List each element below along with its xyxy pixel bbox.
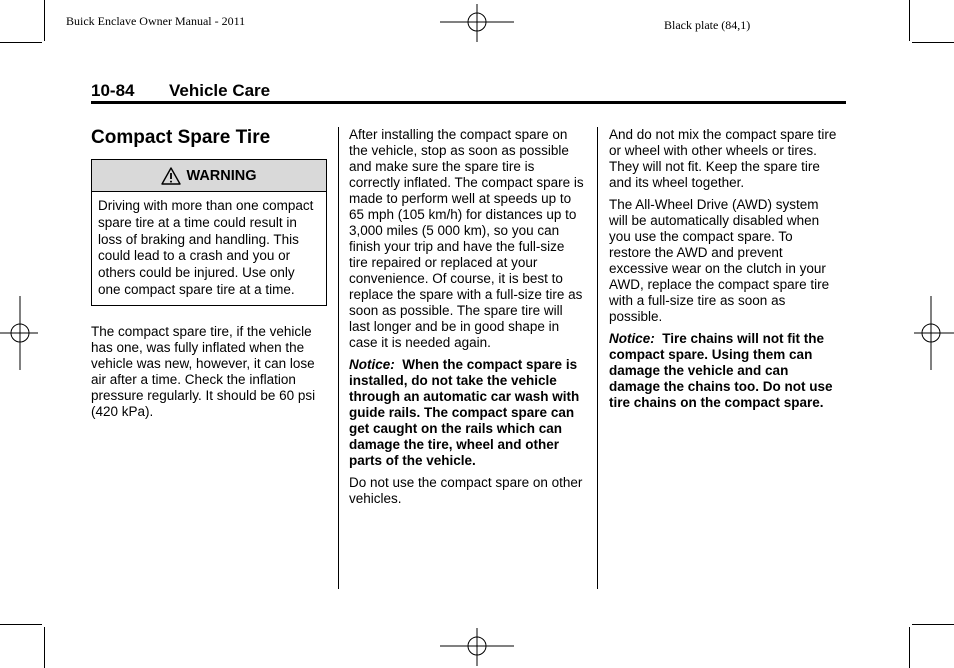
page-header bbox=[91, 81, 270, 101]
notice-label: Notice: bbox=[609, 331, 655, 346]
registration-mark-icon bbox=[0, 296, 40, 370]
print-header-plate: Black plate (84,1) bbox=[664, 18, 751, 32]
crop-mark bbox=[44, 0, 45, 41]
warning-triangle-icon bbox=[161, 167, 181, 185]
warning-text: Driving with more than one compact spare tire at a time could result in loss of braking and handling. This could lead to a crash and you or others could be injured. Use only one compact spare tire at a time. bbox=[98, 198, 314, 297]
notice-label: Notice: bbox=[349, 357, 395, 372]
notice-paragraph bbox=[349, 357, 585, 469]
header-rule bbox=[91, 101, 846, 104]
column-divider bbox=[597, 127, 598, 589]
column-divider bbox=[338, 127, 339, 589]
notice-text: Tire chains will not fit the compact spare. Using them can damage the vehicle and can damage the chains too. Do not use tire chains on the compact spare. bbox=[609, 331, 833, 410]
notice-text: When the compact spare is installed, do not take the vehicle through an automatic car wash with guide rails. The compact spare can get caught on the rails which can damage the tire, wheel and other parts of the vehicle. bbox=[349, 357, 580, 468]
warning-label: WARNING bbox=[186, 167, 257, 184]
crop-mark bbox=[44, 627, 45, 668]
warning-header bbox=[92, 160, 326, 192]
registration-mark-icon bbox=[440, 4, 514, 44]
column-1 bbox=[91, 127, 329, 426]
crop-mark bbox=[0, 42, 42, 43]
notice-paragraph bbox=[609, 331, 837, 411]
body-paragraph: And do not mix the compact spare tire or wheel with other wheels or tires. They will not fit. Keep the spare tire and its wheel together. bbox=[609, 127, 837, 190]
section-name: Vehicle Care bbox=[169, 81, 271, 100]
registration-mark-icon bbox=[912, 296, 954, 370]
column-2 bbox=[349, 127, 585, 513]
body-paragraph: After installing the compact spare on the vehicle, stop as soon as possible and make sure the spare tire is correctly inflated. The compact spare is made to perform well at speeds up to 65 mph (105 km/h) for distances up to 3,000 miles (5 000 km), so you can finish your trip and have the full-size tire repaired or replaced at your convenience. Of course, it is best to replace the spare with a full-size tire as soon as possible. The spare tire will last longer and be in good shape in case it is needed again. bbox=[349, 127, 584, 350]
body-paragraph: Do not use the compact spare on other vehicles. bbox=[349, 475, 583, 506]
page-number: 10-84 bbox=[91, 81, 135, 100]
crop-mark bbox=[0, 624, 42, 625]
body-paragraph: The All-Wheel Drive (AWD) system will be automatically disabled when you use the compact spare. To restore the AWD and prevent excessive wear on the clutch in your AWD, replace the compact spare tire with a full-size tire as soon as possible. bbox=[609, 197, 830, 324]
section-title: Compact Spare Tire bbox=[91, 127, 271, 148]
crop-mark bbox=[909, 0, 910, 41]
registration-mark-icon bbox=[440, 626, 514, 666]
print-header-title: Buick Enclave Owner Manual - 2011 bbox=[66, 14, 246, 28]
column-3 bbox=[609, 127, 837, 417]
warning-box bbox=[91, 159, 327, 306]
crop-mark bbox=[912, 42, 954, 43]
crop-mark bbox=[912, 624, 954, 625]
crop-mark bbox=[909, 627, 910, 668]
body-paragraph: The compact spare tire, if the vehicle has one, was fully inflated when the vehicle was new, however, it can lose air after a time. Check the inflation pressure regularly. It should be 60 psi (420 kPa). bbox=[91, 323, 316, 419]
